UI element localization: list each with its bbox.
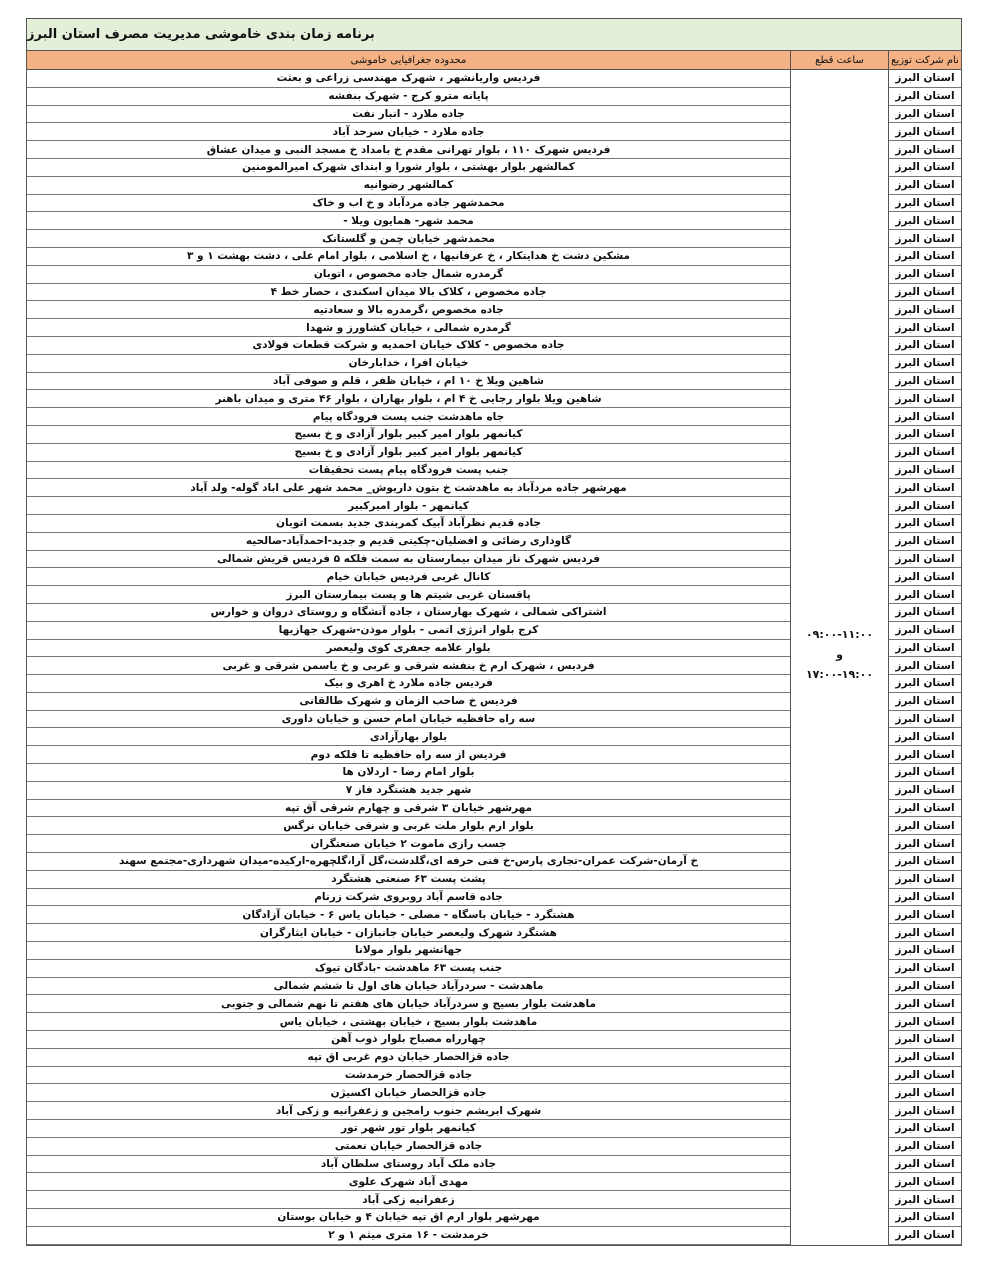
table-row-company: استان البرز <box>889 960 961 978</box>
table-row-company: استان البرز <box>889 995 961 1013</box>
table-row-area: جاده قاسم آباد روبروی شرکت زرنام <box>27 889 790 907</box>
table-row-company: استان البرز <box>889 551 961 569</box>
page-title: برنامه زمان بندی خاموشی مدیریت مصرف استان البرز <box>26 18 962 50</box>
header-company: نام شرکت توزیع <box>891 54 959 66</box>
table-row-company: استان البرز <box>889 906 961 924</box>
table-row-company: استان البرز <box>889 479 961 497</box>
company-column <box>889 70 961 1245</box>
table-row-company: استان البرز <box>889 337 961 355</box>
table-row-area: محمدشهر خیابان چمن و گلستانک <box>27 230 790 248</box>
table-row-area: فردیس ، شهرک ارم خ بنفشه شرقی و غربی و خ یاسمن شرقی و غربی <box>27 657 790 675</box>
table-row-company: استان البرز <box>889 586 961 604</box>
table-row-company: استان البرز <box>889 159 961 177</box>
table-row-area: پاقستان غربی شیتم ها و پست بیمارستان البرز <box>27 586 790 604</box>
table-row-company: استان البرز <box>889 1067 961 1085</box>
table-row-company: استان البرز <box>889 1013 961 1031</box>
table-row-company: استان البرز <box>889 782 961 800</box>
table-row-company: استان البرز <box>889 373 961 391</box>
table-row-company: استان البرز <box>889 942 961 960</box>
table-row-area: ماهدشت بلوار بسیج و سردرآباد خیابان های هفتم تا نهم شمالی و جنوبی <box>27 995 790 1013</box>
table-row-company: استان البرز <box>889 1209 961 1227</box>
table-row-area: شاهین ویلا خ ۱۰ ام ، خیابان ظفر ، قلم و صوفی آباد <box>27 373 790 391</box>
table-row-area: کیانمهر بلوار امیر کبیر بلوار آزادی و خ بسیج <box>27 444 790 462</box>
table-row-company: استان البرز <box>889 444 961 462</box>
table-row-company: استان البرز <box>889 248 961 266</box>
table-row-area: جهانشهر بلوار مولانا <box>27 942 790 960</box>
table-row-area: بلوار علامه جعفری کوی ولیعصر <box>27 640 790 658</box>
table-row-company: استان البرز <box>889 462 961 480</box>
table-row-area: کیانمهر بلوار تور شهر تور <box>27 1120 790 1138</box>
time-slot-evening: ۱۷:۰۰-۱۹:۰۰ <box>805 668 874 681</box>
table-row-company: استان البرز <box>889 497 961 515</box>
table-row-company: استان البرز <box>889 657 961 675</box>
table-row-area: جاده قدیم نظرآباد آبیک کمربندی جدید بسمت اتوبان <box>27 515 790 533</box>
time-slot <box>791 625 888 685</box>
table-row-area: بلوار امام رضا - اردلان ها <box>27 764 790 782</box>
table-row-company: استان البرز <box>889 1049 961 1067</box>
header-time: ساعت قطع <box>791 51 889 69</box>
table-row-area: شهرک ابریشم جنوب رامجین و زعفرانیه و زکی آباد <box>27 1102 790 1120</box>
table-row-area: جاده مخصوص - کلاک خیابان احمدیه و شرکت قطعات فولادی <box>27 337 790 355</box>
table-row-company: استان البرز <box>889 408 961 426</box>
table-row-area: هشتگرد - خیابان باسگاه - مصلی - خیابان یاس ۶ - خیابان آزادگان <box>27 906 790 924</box>
table-row-company: استان البرز <box>889 123 961 141</box>
table-row-area: پشت پست ۶۳ صنعتی هشتگرد <box>27 871 790 889</box>
table-row-area: مهدی آباد شهرک علوی <box>27 1173 790 1191</box>
table-row-company: استان البرز <box>889 533 961 551</box>
table-row-company: استان البرز <box>889 871 961 889</box>
table-row-company: استان البرز <box>889 1191 961 1209</box>
table-row-area: جاده مخصوص ،گرمدره بالا و سعادتیه <box>27 301 790 319</box>
table-row-area: فردیس خ صاحب الزمان و شهرک طالقانی <box>27 693 790 711</box>
table-row-company: استان البرز <box>889 640 961 658</box>
table-row-area: شاهین ویلا بلوار رجایی خ ۴ ام ، بلوار بهاران ، بلوار ۴۶ متری و میدان باهنر <box>27 390 790 408</box>
table-row-company: استان البرز <box>889 266 961 284</box>
table-row-company: استان البرز <box>889 106 961 124</box>
table-row-area: جنب پست فرودگاه پیام پست تحقیقات <box>27 462 790 480</box>
table-row-area: مشکین دشت خ هدایتکار ، خ عرفانیها ، خ اسلامی ، بلوار امام علی ، دشت بهشت ۱ و ۳ <box>27 248 790 266</box>
table-row-area: جاده مخصوص ، کلاک بالا میدان اسکندی ، حصار خط ۴ <box>27 284 790 302</box>
table-row-company: استان البرز <box>889 141 961 159</box>
table-row-company: استان البرز <box>889 728 961 746</box>
table-row-area: کمالشهر رضوانیه <box>27 177 790 195</box>
table-row-area: هشتگرد شهرک ولیعصر خیابان جانبازان - خیابان ایثارگران <box>27 924 790 942</box>
area-column <box>27 70 791 1245</box>
table-row-company: استان البرز <box>889 817 961 835</box>
table-row-area: شهر جدید هشتگرد فاز ۷ <box>27 782 790 800</box>
table-row-area: گاوداری رضائی و افضلیان-چکیتی قدیم و جدید-احمدآباد-صالحیه <box>27 533 790 551</box>
table-row-area: کیانمهر بلوار امیر کبیر بلوار آزادی و خ بسیج <box>27 426 790 444</box>
table-row-company: استان البرز <box>889 711 961 729</box>
table-row-company: استان البرز <box>889 764 961 782</box>
table-row-company: استان البرز <box>889 355 961 373</box>
table-row-area: خرمدشت - ۱۶ متری میثم ۱ و ۲ <box>27 1227 790 1245</box>
table-row-company: استان البرز <box>889 568 961 586</box>
table-row-company: استان البرز <box>889 88 961 106</box>
table-row-area: مهرشهر جاده مردآباد به ماهدشت خ بتون داریوش_ محمد شهر علی اباد گوله- ولد آباد <box>27 479 790 497</box>
table-header <box>26 50 962 70</box>
table-row-area: کانال غربی فردیس خیابان خیام <box>27 568 790 586</box>
table-body <box>26 70 962 1246</box>
table-row-area: مهرشهر خیابان ۳ شرقی و چهارم شرقی آق تپه <box>27 800 790 818</box>
table-row-area: سه راه حافظیه خیابان امام حسن و خیابان داوری <box>27 711 790 729</box>
table-row-area: پایانه مترو کرج - شهرک بنفشه <box>27 88 790 106</box>
table-row-area: فردیس جاده ملارد خ اهری و بیک <box>27 675 790 693</box>
table-row-area: گرمدره شمال جاده مخصوص ، اتوبان <box>27 266 790 284</box>
table-row-area: فردیس واریانشهر ، شهرک مهندسی زراعی و بعثت <box>27 70 790 88</box>
table-row-area: جاده ملک آباد روستای سلطان آباد <box>27 1156 790 1174</box>
table-row-area: بلوار بهارآزادی <box>27 728 790 746</box>
table-row-company: استان البرز <box>889 1227 961 1245</box>
table-row-company: استان البرز <box>889 978 961 996</box>
table-row-company: استان البرز <box>889 835 961 853</box>
table-row-company: استان البرز <box>889 1102 961 1120</box>
table-row-area: جاده ملارد - خیابان سرحد آباد <box>27 123 790 141</box>
table-row-area: مهرشهر بلوار ارم اق تپه خیابان ۴ و خیابان بوستان <box>27 1209 790 1227</box>
table-row-area: جاه ماهدشت جنب پست فرودگاه پیام <box>27 408 790 426</box>
time-column <box>791 70 889 1245</box>
table-row-area: جاده قزالحصار خیابان دوم غربی اق تپه <box>27 1049 790 1067</box>
table-row-company: استان البرز <box>889 675 961 693</box>
table-row-company: استان البرز <box>889 1084 961 1102</box>
table-row-company: استان البرز <box>889 319 961 337</box>
table-row-area: گرمدره شمالی ، خیابان کشاورز و شهدا <box>27 319 790 337</box>
table-row-company: استان البرز <box>889 390 961 408</box>
table-row-company: استان البرز <box>889 1138 961 1156</box>
table-row-area: کمالشهر بلوار بهشتی ، بلوار شورا و ابتدای شهرک امیرالمومنین <box>27 159 790 177</box>
table-row-area: محمد شهر- همایون ویلا - <box>27 212 790 230</box>
table-row-area: محمدشهر جاده مردآباد و خ اب و خاک <box>27 195 790 213</box>
table-row-area: خیابان افرا ، خدابارخان <box>27 355 790 373</box>
table-row-area: خ آرمان-شرکت عمران-تجاری پارس-خ فنی حرفه ای،گلدشت،گل آرا،گلچهره-ارکیده-میدان شهرداری-مجتمع سهند <box>27 853 790 871</box>
table-row-area: بلوار ارم بلوار ملت غربی و شرقی خیابان نرگس <box>27 817 790 835</box>
table-row-area: جاده قزالحصار خرمدشت <box>27 1067 790 1085</box>
table-row-company: استان البرز <box>889 301 961 319</box>
table-row-company: استان البرز <box>889 1031 961 1049</box>
table-row-area: کرج بلوار انرژی اتمی - بلوار موذن-شهرک جهازیها <box>27 622 790 640</box>
table-row-company: استان البرز <box>889 1173 961 1191</box>
table-row-company: استان البرز <box>889 800 961 818</box>
table-row-area: چهارراه مصباح بلوار ذوب آهن <box>27 1031 790 1049</box>
table-row-company: استان البرز <box>889 426 961 444</box>
table-row-area: جاده قزالحصار خیابان اکسیژن <box>27 1084 790 1102</box>
time-slot-connector: و <box>836 648 843 661</box>
table-row-company: استان البرز <box>889 853 961 871</box>
table-row-company: استان البرز <box>889 212 961 230</box>
table-row-company: استان البرز <box>889 230 961 248</box>
table-row-company: استان البرز <box>889 1156 961 1174</box>
table-row-area: جاده ملارد - انبار نفت <box>27 106 790 124</box>
table-row-area: فردیس از سه راه حافظیه تا فلکه دوم <box>27 746 790 764</box>
table-row-area: جاده قزالحصار خیابان نعمتی <box>27 1138 790 1156</box>
table-row-company: استان البرز <box>889 924 961 942</box>
table-row-company: استان البرز <box>889 746 961 764</box>
header-area: محدوده جغرافیایی خاموشی <box>27 51 791 69</box>
table-row-company: استان البرز <box>889 70 961 88</box>
table-row-company: استان البرز <box>889 177 961 195</box>
table-row-company: استان البرز <box>889 604 961 622</box>
table-row-company: استان البرز <box>889 622 961 640</box>
table-row-company: استان البرز <box>889 1120 961 1138</box>
table-row-company: استان البرز <box>889 284 961 302</box>
schedule-sheet <box>26 18 962 1246</box>
table-row-company: استان البرز <box>889 195 961 213</box>
table-row-area: کیانمهر - بلوار امیرکبیر <box>27 497 790 515</box>
time-slot-morning: ۰۹:۰۰-۱۱:۰۰ <box>805 628 874 641</box>
table-row-area: ماهدشت - سردرآباد خیابان های اول تا ششم شمالی <box>27 978 790 996</box>
table-row-company: استان البرز <box>889 515 961 533</box>
table-row-area: ماهدشت بلوار بسیج ، خیابان بهشتی ، خیابان یاس <box>27 1013 790 1031</box>
table-row-area: جسب رازی ماموت ۲ خیابان صنعتگران <box>27 835 790 853</box>
table-row-company: استان البرز <box>889 693 961 711</box>
table-row-area: جنب پست ۶۳ ماهدشت -بادگان تیوک <box>27 960 790 978</box>
table-row-area: اشتراکی شمالی ، شهرک بهارستان ، جاده آتشگاه و روستای دروان و خوارس <box>27 604 790 622</box>
table-row-area: فردیس شهرک ناز میدان بیمارستان به سمت فلکه ۵ فردیس قریش شمالی <box>27 551 790 569</box>
table-row-company: استان البرز <box>889 889 961 907</box>
table-row-area: فردیس شهرک ۱۱۰ ، بلوار تهرانی مقدم خ بامداد خ مسجد النبی و میدان عشاق <box>27 141 790 159</box>
table-row-area: زعفرانیه زکی آباد <box>27 1191 790 1209</box>
